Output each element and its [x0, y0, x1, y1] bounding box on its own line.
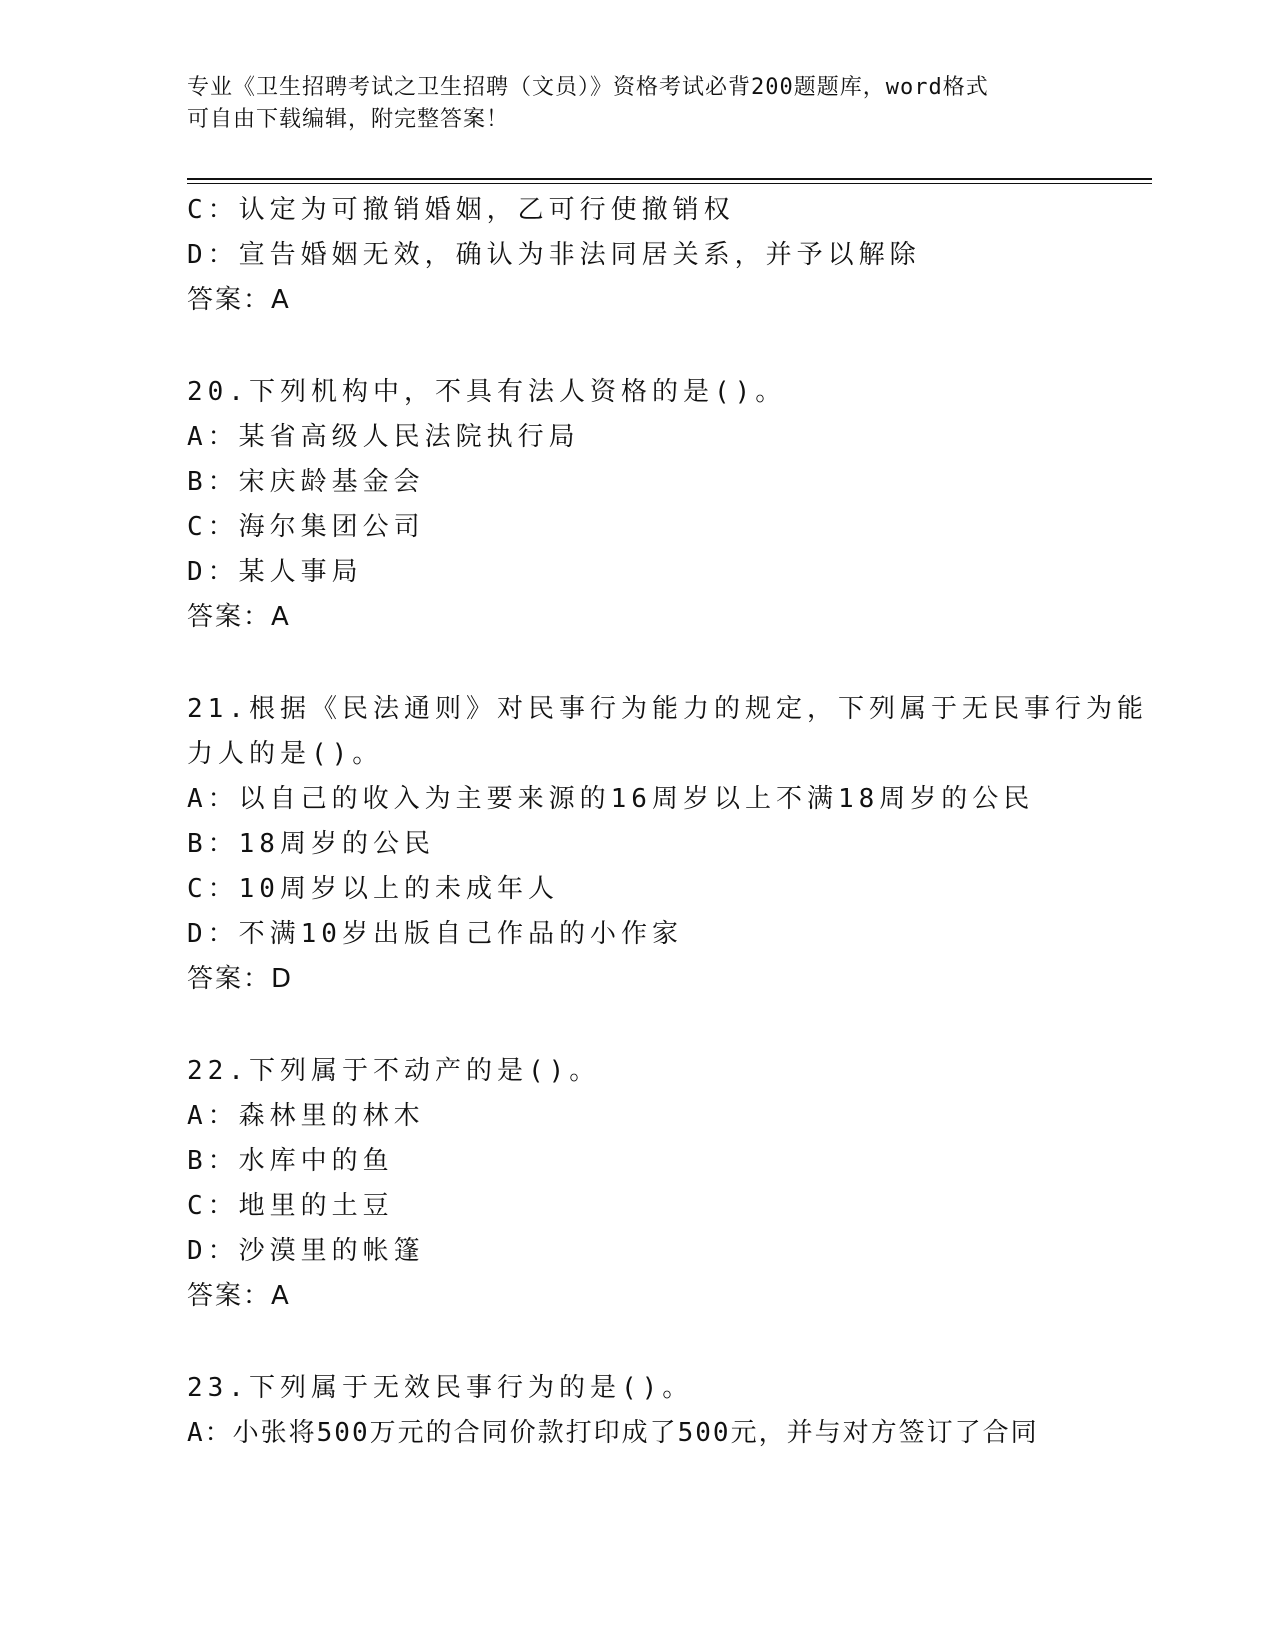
q20-stem: 20.下列机构中，不具有法人资格的是()。	[187, 377, 787, 407]
header-title-line-1: 专业《卫生招聘考试之卫生招聘（文员）》资格考试必背200题题库，word格式	[187, 75, 989, 100]
document-header	[187, 72, 1087, 136]
q19-option-d: D：宣告婚姻无效，确认为非法同居关系，并予以解除	[187, 240, 921, 270]
q21-answer: 答案：D	[187, 964, 294, 994]
q21-stem-line-1: 21.根据《民法通则》对民事行为能力的规定，下列属于无民事行为能	[187, 694, 1148, 724]
q23-option-a: A：小张将500万元的合同价款打印成了500元，并与对方签订了合同	[187, 1418, 1039, 1448]
q21-option-b: B：18周岁的公民	[187, 829, 435, 859]
header-rule-thin	[187, 183, 1152, 184]
q22-option-b: B：水库中的鱼	[187, 1146, 394, 1176]
q20-option-a: A：某省高级人民法院执行局	[187, 422, 580, 452]
q22-answer: 答案：A	[187, 1281, 291, 1311]
q21-option-c: C：10周岁以上的未成年人	[187, 874, 559, 904]
q19-option-c: C：认定为可撤销婚姻，乙可行使撤销权	[187, 195, 735, 225]
q22-stem: 22.下列属于不动产的是()。	[187, 1056, 601, 1086]
header-rule-thick	[187, 178, 1152, 180]
q23-stem: 23.下列属于无效民事行为的是()。	[187, 1373, 694, 1403]
q21-option-d: D：不满10岁出版自己作品的小作家	[187, 919, 683, 949]
q21-stem-line-2: 力人的是()。	[187, 739, 384, 769]
header-title-line-2: 可自由下载编辑，附完整答案！	[187, 107, 510, 132]
q22-option-a: A：森林里的林木	[187, 1101, 425, 1131]
q20-option-d: D：某人事局	[187, 557, 363, 587]
q20-option-c: C：海尔集团公司	[187, 512, 425, 542]
q20-option-b: B：宋庆龄基金会	[187, 467, 425, 497]
q21-option-a: A：以自己的收入为主要来源的16周岁以上不满18周岁的公民	[187, 784, 1035, 814]
q22-option-c: C：地里的土豆	[187, 1191, 394, 1221]
q19-answer: 答案：A	[187, 285, 291, 315]
q20-answer: 答案：A	[187, 602, 291, 632]
q22-option-d: D：沙漠里的帐篷	[187, 1236, 425, 1266]
